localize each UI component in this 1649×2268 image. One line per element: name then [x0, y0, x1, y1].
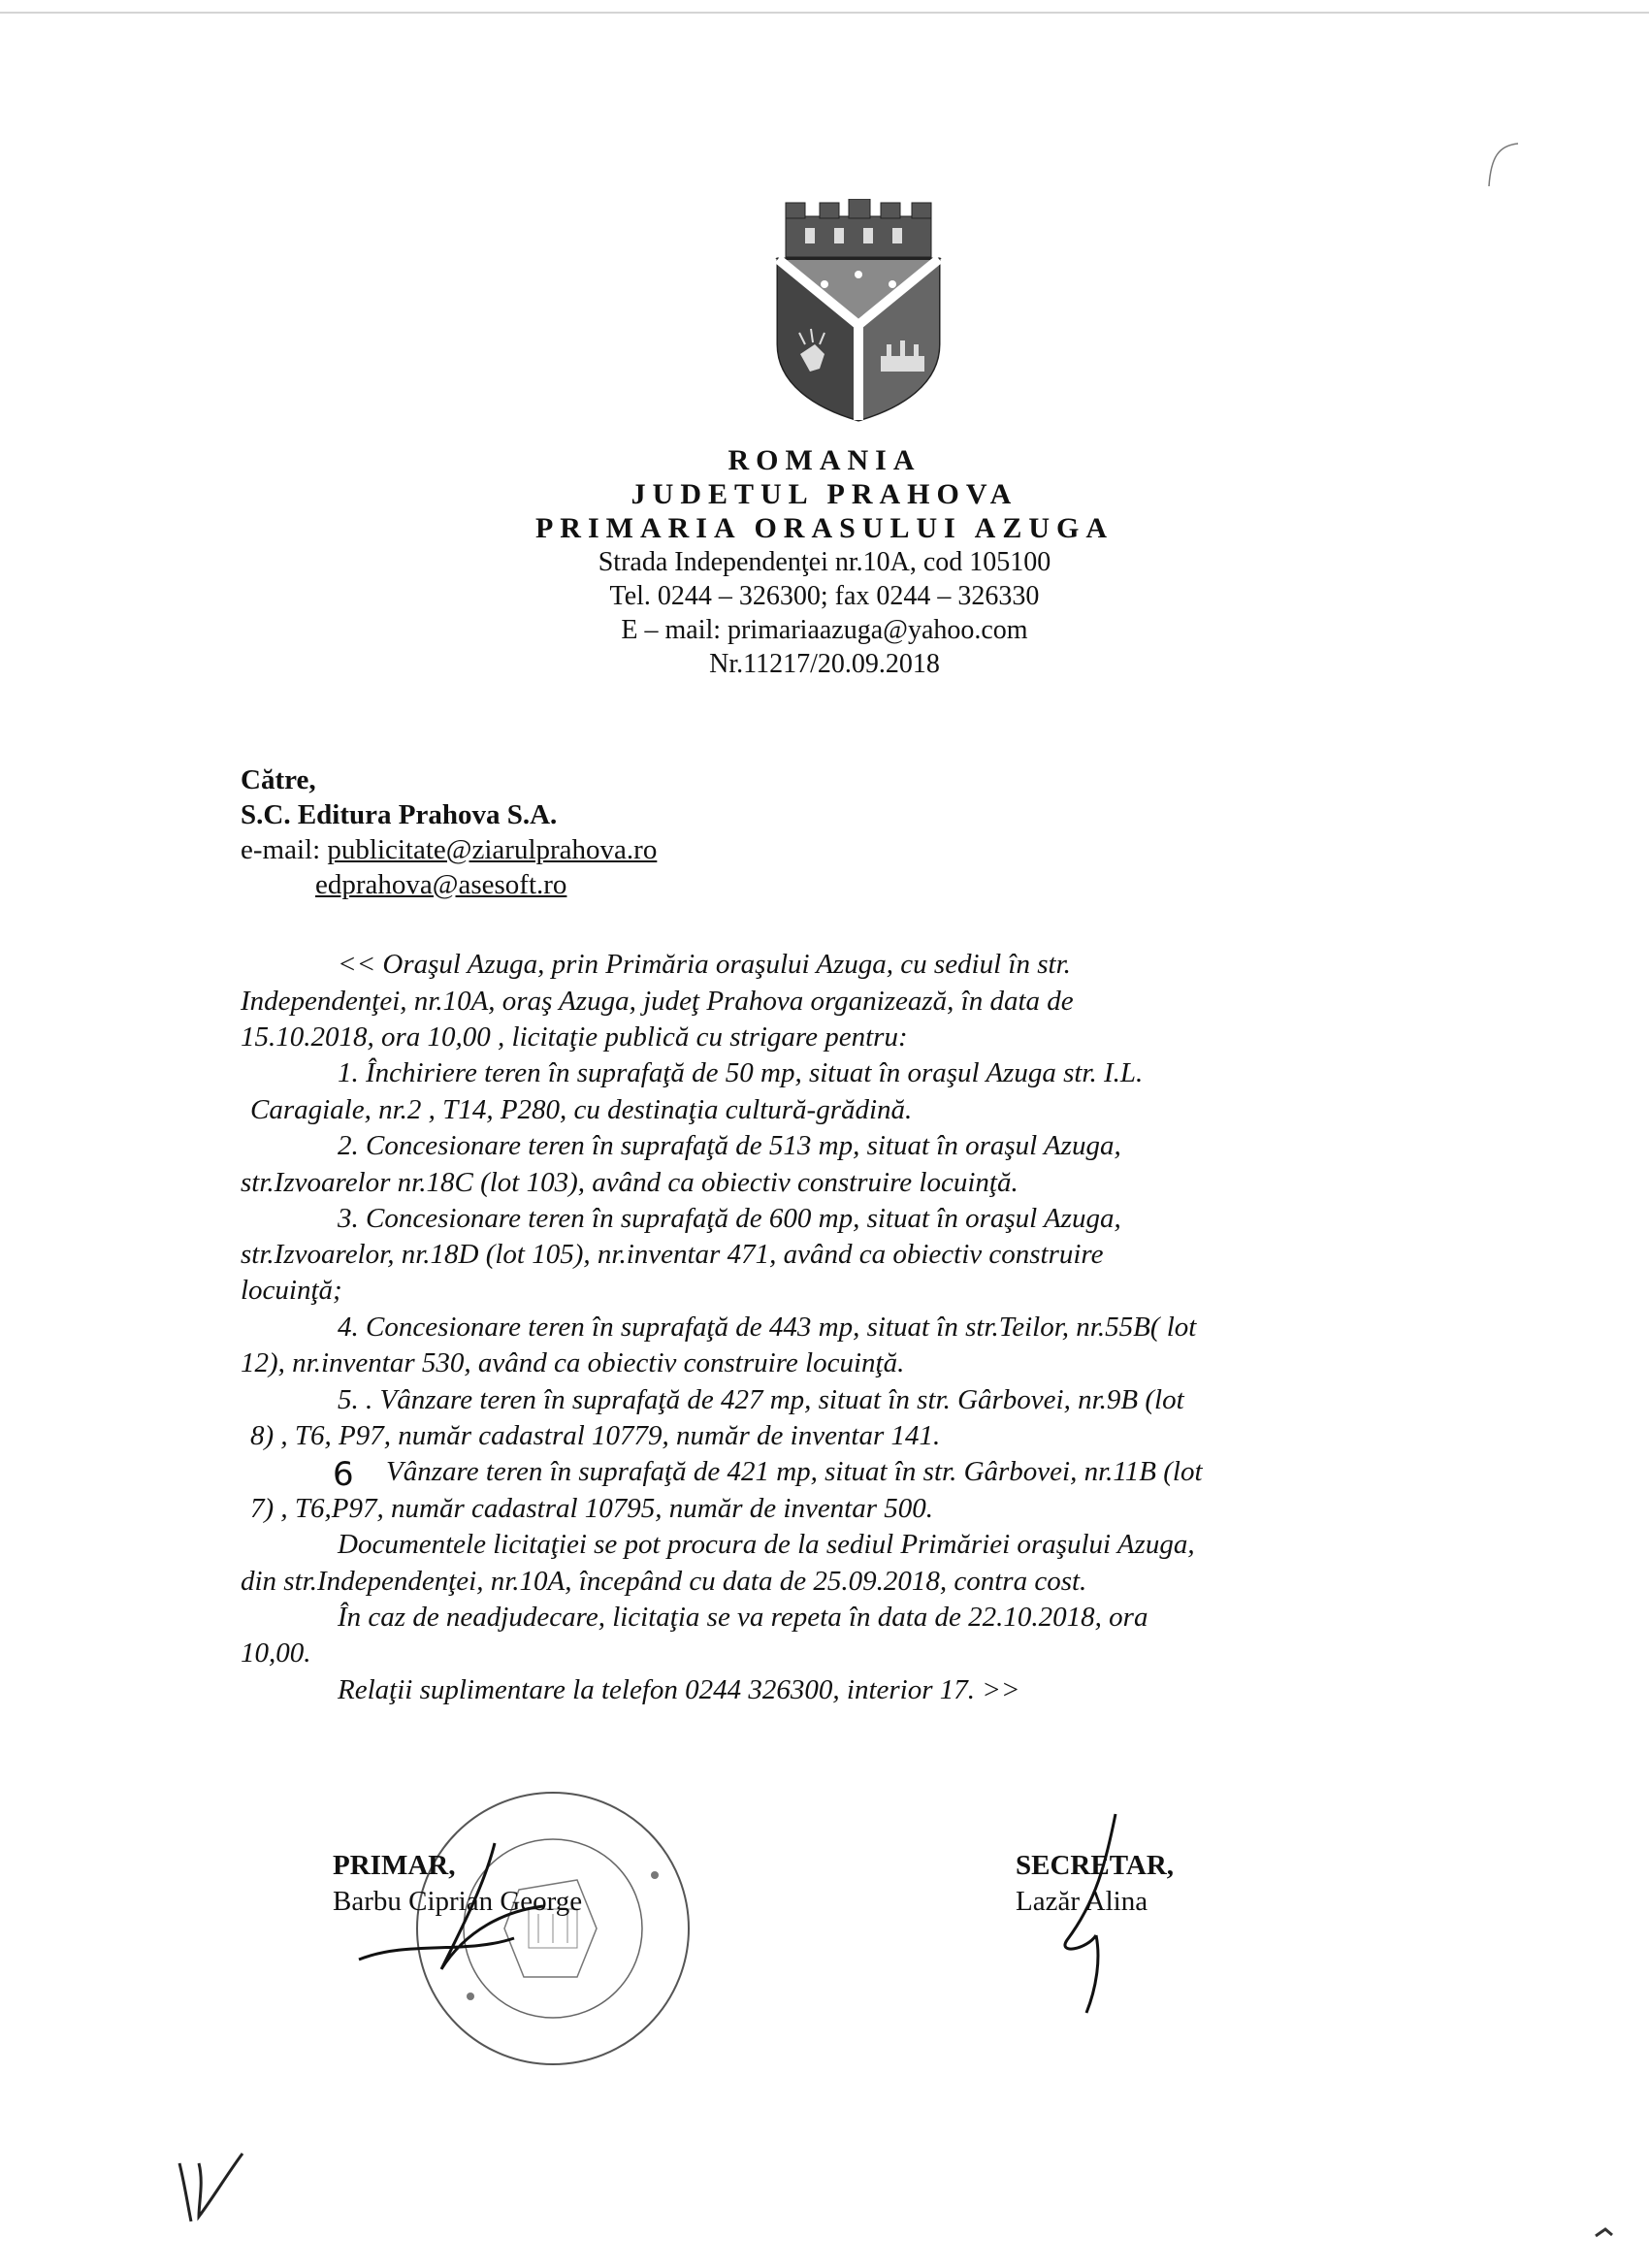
body-line: Relaţii suplimentare la telefon 0244 326300, interior 17. >>: [338, 1674, 1020, 1705]
mayor-title: PRIMAR,: [333, 1850, 456, 1881]
body-line: Vânzare teren în suprafaţă de 421 mp, situat în str. Gârbovei, nr.11B (lot: [386, 1456, 1203, 1487]
body-line: 5. . Vânzare teren în suprafaţă de 427 mp, situat în str. Gârbovei, nr.9B (lot: [338, 1384, 1184, 1415]
recipient-email-row: [241, 834, 657, 866]
body-line: În caz de neadjudecare, licitaţia se va repeta în data de 22.10.2018, ora: [338, 1602, 1148, 1633]
body-line: Documentele licitaţiei se pot procura de la sediul Primăriei oraşului Azuga,: [338, 1529, 1195, 1560]
secretary-title: SECRETAR,: [1016, 1850, 1175, 1881]
body-line: 1. Închiriere teren în suprafaţă de 50 mp, situat în oraşul Azuga str. I.L.: [338, 1057, 1144, 1088]
body-line: 7) , T6,P97, număr cadastral 10795, număr de inventar 500.: [250, 1493, 934, 1524]
recipient-company: S.C. Editura Prahova S.A.: [241, 799, 558, 830]
recipient-email-1[interactable]: publicitate@ziarulprahova.ro: [327, 834, 658, 865]
secretary-signature: [1028, 1804, 1164, 2018]
recipient-email-2[interactable]: edprahova@asesoft.ro: [315, 869, 567, 900]
handwritten-initials: [170, 2144, 276, 2231]
header-address: Strada Independenţei nr.10A, cod 105100: [598, 547, 1051, 577]
header-phone-fax: Tel. 0244 – 326300; fax 0244 – 326330: [609, 581, 1040, 611]
body-line: str.Izvoarelor, nr.18D (lot 105), nr.inventar 471, având ca obiectiv construire: [241, 1239, 1104, 1270]
header-country: ROMANIA: [728, 444, 922, 476]
body-line: 2. Concesionare teren în suprafaţă de 513 mp, situat în oraşul Azuga,: [338, 1130, 1121, 1161]
body-line: str.Izvoarelor nr.18C (lot 103), având ca obiectiv construire locuinţă.: [241, 1167, 1018, 1198]
body-line: Caragiale, nr.2 , T14, P280, cu destinaţia cultură-grădină.: [250, 1094, 913, 1125]
secretary-name: Lazăr Alina: [1016, 1886, 1148, 1917]
body-line: << Oraşul Azuga, prin Primăria oraşului Azuga, cu sediul în str.: [338, 949, 1071, 980]
mayor-name: Barbu Ciprian George: [333, 1886, 583, 1917]
azuga-coat-of-arms-icon: [766, 199, 951, 422]
body-line: 10,00.: [241, 1637, 311, 1669]
body-line: 3. Concesionare teren în suprafaţă de 600 mp, situat în oraşul Azuga,: [338, 1203, 1121, 1234]
announcement-body: [241, 949, 1405, 1725]
handwritten-item-number: 6: [333, 1455, 354, 1494]
corner-pencil-mark: [1470, 136, 1528, 194]
mayor-signature: [349, 1824, 601, 1979]
body-line: 12), nr.inventar 530, având ca obiectiv construire locuinţă.: [241, 1347, 905, 1378]
header-institution: PRIMARIA ORASULUI AZUGA: [534, 512, 1115, 544]
header-county: JUDETUL PRAHOVA: [630, 478, 1018, 510]
scan-top-edge: [0, 12, 1649, 14]
body-line: Independenţei, nr.10A, oraş Azuga, judeţ Prahova organizează, în data de: [241, 986, 1074, 1017]
header-registration-number: Nr.11217/20.09.2018: [709, 649, 940, 679]
recipient-to-label: Către,: [241, 764, 316, 795]
scan-speck: [1591, 2221, 1620, 2241]
body-line: 8) , T6, P97, număr cadastral 10779, număr de inventar 141.: [250, 1420, 941, 1451]
header-email: E – mail: primariaazuga@yahoo.com: [621, 615, 1028, 645]
body-line: 15.10.2018, ora 10,00 , licitaţie publică cu strigare pentru:: [241, 1021, 908, 1053]
body-line: locuinţă;: [241, 1275, 342, 1306]
body-line: 4. Concesionare teren în suprafaţă de 443 mp, situat în str.Teilor, nr.55B( lot: [338, 1312, 1197, 1343]
recipient-email-label: e-mail:: [241, 834, 321, 865]
body-line: din str.Independenţei, nr.10A, începând cu data de 25.09.2018, contra cost.: [241, 1566, 1087, 1597]
